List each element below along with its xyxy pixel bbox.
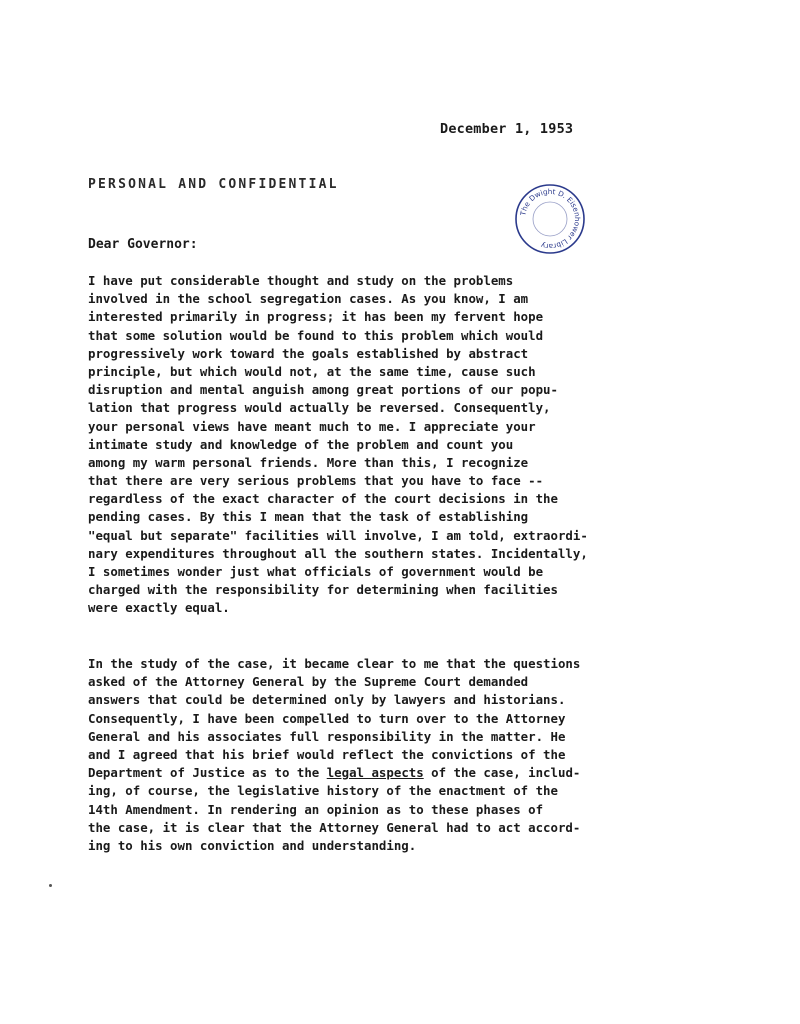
paragraph-2 bbox=[88, 655, 688, 855]
text-line: I have put considerable thought and study on the problems bbox=[88, 273, 514, 288]
text-line: progressively work toward the goals established by abstract bbox=[88, 345, 529, 361]
text-line: I sometimes wonder just what officials of government would be bbox=[88, 564, 544, 579]
stamp-text: The Dwight D. Eisenhower Library bbox=[518, 186, 583, 252]
text-line: lation that progress would actually be reversed. Consequently, bbox=[88, 400, 551, 416]
text-line: nary expenditures throughout all the southern states. Incidentally, bbox=[88, 545, 588, 561]
text-line: among my warm personal friends. More than this, I recognize bbox=[88, 454, 529, 470]
text-fragment: of the case, includ- bbox=[423, 765, 581, 781]
text-line: asked of the Attorney General by the Supreme Court demanded bbox=[88, 674, 529, 690]
text-line: answers that could be determined only by lawyers and historians. bbox=[88, 692, 566, 708]
text-line: the case, it is clear that the Attorney General had to act accord- bbox=[88, 819, 581, 835]
text-line: General and his associates full responsibility in the matter. He bbox=[88, 728, 566, 744]
text-line: Consequently, I have been compelled to turn over to the Attorney bbox=[88, 710, 566, 726]
text-line: involved in the school segregation cases. As you know, I am bbox=[88, 291, 529, 307]
text-line: ing, of course, the legislative history of the enactment of the bbox=[88, 783, 558, 799]
text-line: disruption and mental anguish among great portions of our popu- bbox=[88, 382, 558, 398]
text-line: interested primarily in progress; it has been my fervent hope bbox=[88, 309, 544, 325]
text-line: principle, but which would not, at the same time, cause such bbox=[88, 363, 536, 379]
library-stamp bbox=[514, 183, 586, 255]
text-line: that there are very serious problems that you have to face -- bbox=[88, 473, 544, 489]
text-line: In the study of the case, it became clear to me that the questions bbox=[88, 656, 581, 671]
text-line: intimate study and knowledge of the problem and count you bbox=[88, 436, 514, 452]
underlined-phrase: legal aspects bbox=[326, 765, 424, 781]
text-line: ing to his own conviction and understanding. bbox=[88, 837, 417, 853]
text-line: "equal but separate" facilities will involve, I am told, extraordi- bbox=[88, 527, 588, 543]
text-line: charged with the responsibility for determining when facilities bbox=[88, 582, 558, 598]
text-line: 14th Amendment. In rendering an opinion as to these phases of bbox=[88, 801, 544, 817]
classification-header: PERSONAL AND CONFIDENTIAL bbox=[88, 177, 339, 192]
text-line: pending cases. By this I mean that the task of establishing bbox=[88, 509, 529, 525]
letter-date: December 1, 1953 bbox=[440, 121, 574, 137]
text-line: Department of Justice as to the legal aspects of the case, includ- bbox=[88, 765, 581, 781]
text-line: your personal views have meant much to me. I appreciate your bbox=[88, 418, 536, 434]
salutation: Dear Governor: bbox=[88, 237, 198, 252]
text-line: regardless of the exact character of the court decisions in the bbox=[88, 491, 558, 507]
margin-speck bbox=[49, 884, 52, 887]
text-line: and I agreed that his brief would reflect the convictions of the bbox=[88, 746, 566, 762]
paragraph-1 bbox=[88, 272, 688, 618]
text-line: that some solution would be found to this problem which would bbox=[88, 327, 544, 343]
text-line: were exactly equal. bbox=[88, 600, 230, 616]
